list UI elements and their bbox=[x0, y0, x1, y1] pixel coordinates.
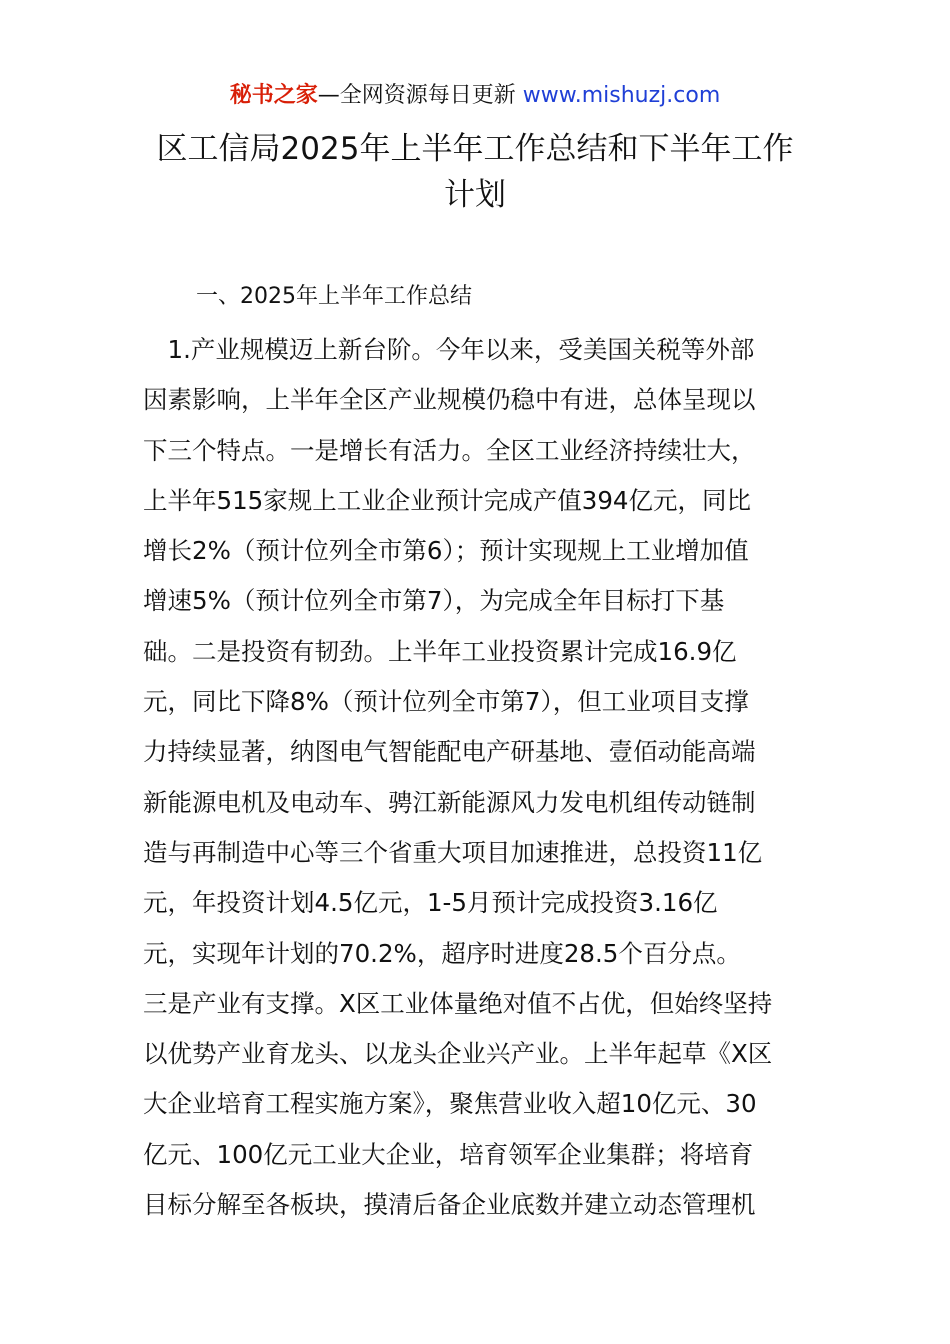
body-line: 元，同比下降8%（预计位列全市第7），但工业项目支撑 bbox=[143, 687, 749, 717]
site-name: 秘书之家 bbox=[229, 83, 318, 108]
body-line: 以优势产业育龙头、以龙头企业兴产业。上半年起草《X区 bbox=[143, 1039, 773, 1069]
body-line: 力持续显著，纳图电气智能配电产研基地、壹佰动能高端 bbox=[143, 737, 756, 767]
section-heading: 一、2025年上半年工作总结 bbox=[196, 284, 472, 309]
site-tagline: —全网资源每日更新 bbox=[317, 83, 516, 108]
body-line: 因素影响，上半年全区产业规模仍稳中有进，总体呈现以 bbox=[143, 385, 756, 415]
title-line: 区工信局2025年上半年工作总结和下半年工作 bbox=[156, 131, 794, 167]
body-line: 下三个特点。一是增长有活力。全区工业经济持续壮大， bbox=[143, 435, 756, 465]
body-line: 增长2%（预计位列全市第6）；预计实现规上工业增加值 bbox=[143, 536, 749, 566]
body-line: 础。二是投资有韧劲。上半年工业投资累计完成16.9亿 bbox=[143, 636, 737, 666]
body-paragraph bbox=[143, 325, 813, 1230]
title-line: 计划 bbox=[444, 177, 506, 213]
body-line: 元，年投资计划4.5亿元，1-5月预计完成投资3.16亿 bbox=[143, 888, 718, 918]
body-line: 新能源电机及电动车、骋江新能源风力发电机组传动链制 bbox=[143, 787, 756, 817]
site-header bbox=[0, 80, 950, 112]
body-line: 增速5%（预计位列全市第7），为完成全年目标打下基 bbox=[143, 586, 725, 616]
body-line: 元，实现年计划的70.2%，超序时进度28.5个百分点。 bbox=[143, 938, 741, 968]
body-line: 三是产业有支撑。X区工业体量绝对值不占优，但始终坚持 bbox=[143, 988, 773, 1018]
body-line: 上半年515家规上工业企业预计完成产值394亿元，同比 bbox=[143, 485, 752, 515]
body-line: 目标分解至各板块，摸清后备企业底数并建立动态管理机 bbox=[143, 1190, 756, 1220]
body-line: 造与再制造中心等三个省重大项目加速推进，总投资11亿 bbox=[143, 837, 763, 867]
site-url-link[interactable]: www.mishuzj.com bbox=[522, 83, 721, 108]
document-title bbox=[120, 126, 830, 218]
body-line: 大企业培育工程实施方案》，聚焦营业收入超10亿元、30 bbox=[143, 1089, 757, 1119]
body-line: 亿元、100亿元工业大企业，培育领军企业集群；将培育 bbox=[143, 1139, 754, 1169]
body-line: 1.产业规模迈上新台阶。今年以来，受美国关税等外部 bbox=[143, 335, 755, 364]
